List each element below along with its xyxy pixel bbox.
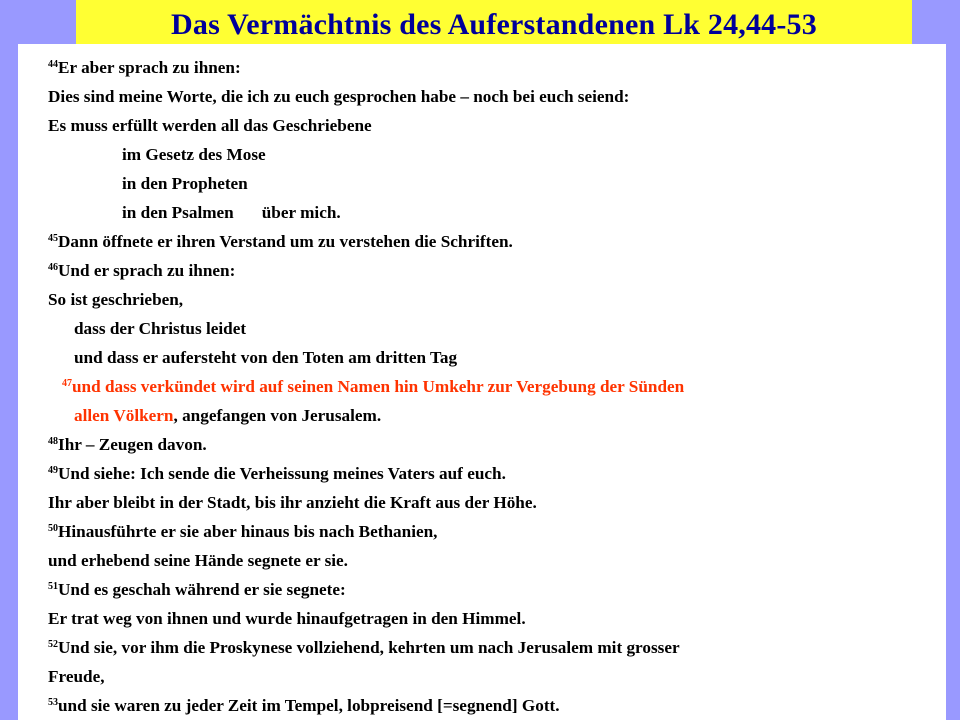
text-line: Ihr aber bleibt in der Stadt, bis ihr anzieht die Kraft aus der Höhe. — [48, 493, 537, 512]
text-line: und erhebend seine Hände segnete er sie. — [48, 551, 348, 570]
text-line: im Gesetz des Mose — [122, 145, 266, 164]
verse-51-line — [48, 580, 346, 600]
text-line: dass der Christus leidet — [74, 319, 247, 338]
text-segment: , angefangen von Jerusalem. — [173, 406, 382, 425]
verse-text: Er aber sprach zu ihnen: — [58, 58, 241, 77]
verse-53-line — [48, 696, 560, 716]
verse-number: 47 — [62, 378, 72, 389]
verse-48-line — [48, 435, 207, 455]
verse-text: und dass verkündet wird auf seinen Namen hin Umkehr zur Vergebung der Sünden — [72, 377, 685, 396]
verse-text: Und es geschah während er sie segnete: — [58, 580, 346, 599]
verse-text: Und er sprach zu ihnen: — [58, 261, 236, 280]
verse-52-line — [48, 638, 680, 658]
text-segment: über mich. — [261, 203, 341, 222]
verse-50-line — [48, 522, 437, 542]
verse-number: 49 — [48, 465, 58, 476]
verse-45-line — [48, 232, 513, 252]
verse-number: 52 — [48, 639, 58, 650]
verse-text: Und sie, vor ihm die Proskynese vollziehend, kehrten um nach Jerusalem mit grosser — [58, 638, 680, 657]
verse-44-line — [48, 58, 241, 78]
verse-text: Und siehe: Ich sende die Verheissung meines Vaters auf euch. — [58, 464, 506, 483]
verse-46-line — [48, 261, 235, 281]
verse-text: Ihr – Zeugen davon. — [58, 435, 207, 454]
text-line: und dass er aufersteht von den Toten am dritten Tag — [74, 348, 458, 367]
verse-text: und sie waren zu jeder Zeit im Tempel, lobpreisend [=segnend] Gott. — [58, 696, 560, 715]
verse-text: Dann öffnete er ihren Verstand um zu verstehen die Schriften. — [58, 232, 513, 251]
text-line: Er trat weg von ihnen und wurde hinaufgetragen in den Himmel. — [48, 609, 526, 628]
verse-49-line — [48, 464, 506, 484]
verse-text: Hinausführte er sie aber hinaus bis nach Bethanien, — [58, 522, 438, 541]
verse-number: 48 — [48, 436, 58, 447]
text-panel — [18, 44, 946, 720]
text-line: in den Propheten — [122, 174, 248, 193]
verse-number: 45 — [48, 233, 58, 244]
verse-number: 50 — [48, 523, 58, 534]
text-line — [122, 203, 341, 223]
text-line: So ist geschrieben, — [48, 290, 184, 309]
verse-number: 46 — [48, 262, 58, 273]
text-line: Dies sind meine Worte, die ich zu euch gesprochen habe – noch bei euch seiend: — [48, 87, 630, 106]
verse-47-line — [62, 377, 684, 397]
text-line: Freude, — [48, 667, 105, 686]
highlighted-text: allen Völkern — [74, 406, 174, 425]
verse-number: 51 — [48, 581, 58, 592]
text-segment: in den Psalmen — [122, 203, 234, 222]
text-line — [74, 406, 381, 426]
slide-title: Das Vermächtnis des Auferstandenen Lk 24,44-53 — [171, 8, 817, 41]
verse-number: 44 — [48, 59, 58, 70]
verse-number: 53 — [48, 697, 58, 708]
text-line: Es muss erfüllt werden all das Geschriebene — [48, 116, 372, 135]
